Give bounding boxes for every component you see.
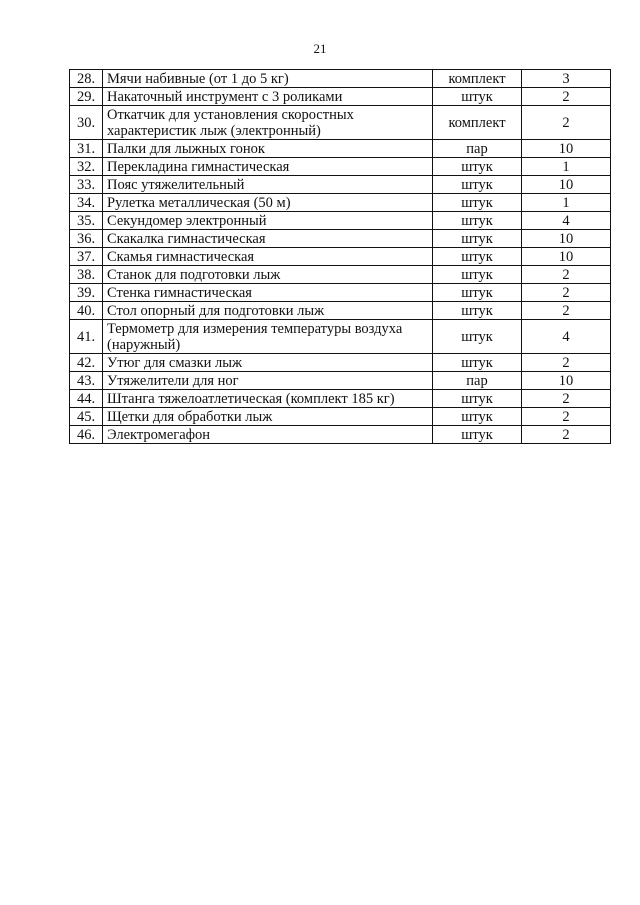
table-row	[70, 390, 611, 408]
quantity-cell: 1	[522, 194, 611, 212]
table-row	[70, 284, 611, 302]
row-number-cell: 40.	[70, 302, 103, 320]
item-name-cell: Палки для лыжных гонок	[103, 140, 433, 158]
unit-cell: штук	[433, 266, 522, 284]
item-name-cell: Рулетка металлическая (50 м)	[103, 194, 433, 212]
row-number-cell: 30.	[70, 106, 103, 140]
table-row	[70, 266, 611, 284]
quantity-cell: 2	[522, 266, 611, 284]
table-row	[70, 372, 611, 390]
unit-cell: штук	[433, 302, 522, 320]
row-number-cell: 28.	[70, 70, 103, 88]
quantity-cell: 2	[522, 408, 611, 426]
unit-cell: комплект	[433, 70, 522, 88]
item-name-cell: Скамья гимнастическая	[103, 248, 433, 266]
quantity-cell: 10	[522, 140, 611, 158]
item-name-cell: Накаточный инструмент с 3 роликами	[103, 88, 433, 106]
table-row	[70, 70, 611, 88]
page-number: 21	[313, 41, 327, 56]
table-row	[70, 176, 611, 194]
quantity-cell: 10	[522, 372, 611, 390]
item-name-cell: Утяжелители для ног	[103, 372, 433, 390]
item-name-cell: Стол опорный для подготовки лыж	[103, 302, 433, 320]
row-number-cell: 37.	[70, 248, 103, 266]
unit-cell: штук	[433, 248, 522, 266]
quantity-cell: 10	[522, 248, 611, 266]
row-number-cell: 41.	[70, 320, 103, 354]
table-row	[70, 320, 611, 354]
quantity-cell: 2	[522, 390, 611, 408]
unit-cell: штук	[433, 426, 522, 444]
quantity-cell: 2	[522, 88, 611, 106]
row-number-cell: 34.	[70, 194, 103, 212]
item-name-cell: Секундомер электронный	[103, 212, 433, 230]
row-number-cell: 43.	[70, 372, 103, 390]
quantity-cell: 10	[522, 176, 611, 194]
item-name-cell: Пояс утяжелительный	[103, 176, 433, 194]
unit-cell: штук	[433, 194, 522, 212]
table-row	[70, 194, 611, 212]
row-number-cell: 46.	[70, 426, 103, 444]
quantity-cell: 2	[522, 106, 611, 140]
table-row	[70, 354, 611, 372]
unit-cell: штук	[433, 230, 522, 248]
item-name-cell: Скакалка гимнастическая	[103, 230, 433, 248]
quantity-cell: 4	[522, 212, 611, 230]
item-name-cell: Перекладина гимнастическая	[103, 158, 433, 176]
table-row	[70, 212, 611, 230]
item-name-cell: Термометр для измерения температуры воздуха (наружный)	[103, 320, 433, 354]
row-number-cell: 33.	[70, 176, 103, 194]
table-row	[70, 408, 611, 426]
quantity-cell: 2	[522, 426, 611, 444]
item-name-cell: Электромегафон	[103, 426, 433, 444]
item-name-cell: Утюг для смазки лыж	[103, 354, 433, 372]
row-number-cell: 35.	[70, 212, 103, 230]
row-number-cell: 42.	[70, 354, 103, 372]
item-name-cell: Откатчик для установления скоростных характеристик лыж (электронный)	[103, 106, 433, 140]
row-number-cell: 29.	[70, 88, 103, 106]
table-row	[70, 88, 611, 106]
item-name-cell: Мячи набивные (от 1 до 5 кг)	[103, 70, 433, 88]
table-row	[70, 158, 611, 176]
table-row	[70, 106, 611, 140]
table-row	[70, 302, 611, 320]
unit-cell: штук	[433, 390, 522, 408]
table-row	[70, 140, 611, 158]
unit-cell: пар	[433, 372, 522, 390]
unit-cell: штук	[433, 408, 522, 426]
quantity-cell: 4	[522, 320, 611, 354]
quantity-cell: 2	[522, 354, 611, 372]
row-number-cell: 32.	[70, 158, 103, 176]
unit-cell: штук	[433, 158, 522, 176]
unit-cell: штук	[433, 88, 522, 106]
row-number-cell: 36.	[70, 230, 103, 248]
unit-cell: комплект	[433, 106, 522, 140]
table-row	[70, 230, 611, 248]
item-name-cell: Щетки для обработки лыж	[103, 408, 433, 426]
row-number-cell: 44.	[70, 390, 103, 408]
unit-cell: штук	[433, 212, 522, 230]
item-name-cell: Штанга тяжелоатлетическая (комплект 185 кг)	[103, 390, 433, 408]
unit-cell: штук	[433, 354, 522, 372]
quantity-cell: 2	[522, 284, 611, 302]
unit-cell: штук	[433, 176, 522, 194]
equipment-table-body	[70, 70, 611, 444]
quantity-cell: 1	[522, 158, 611, 176]
row-number-cell: 45.	[70, 408, 103, 426]
quantity-cell: 2	[522, 302, 611, 320]
unit-cell: пар	[433, 140, 522, 158]
unit-cell: штук	[433, 320, 522, 354]
quantity-cell: 3	[522, 70, 611, 88]
row-number-cell: 31.	[70, 140, 103, 158]
table-row	[70, 426, 611, 444]
unit-cell: штук	[433, 284, 522, 302]
item-name-cell: Станок для подготовки лыж	[103, 266, 433, 284]
quantity-cell: 10	[522, 230, 611, 248]
equipment-table	[69, 69, 611, 444]
row-number-cell: 39.	[70, 284, 103, 302]
table-row	[70, 248, 611, 266]
row-number-cell: 38.	[70, 266, 103, 284]
item-name-cell: Стенка гимнастическая	[103, 284, 433, 302]
